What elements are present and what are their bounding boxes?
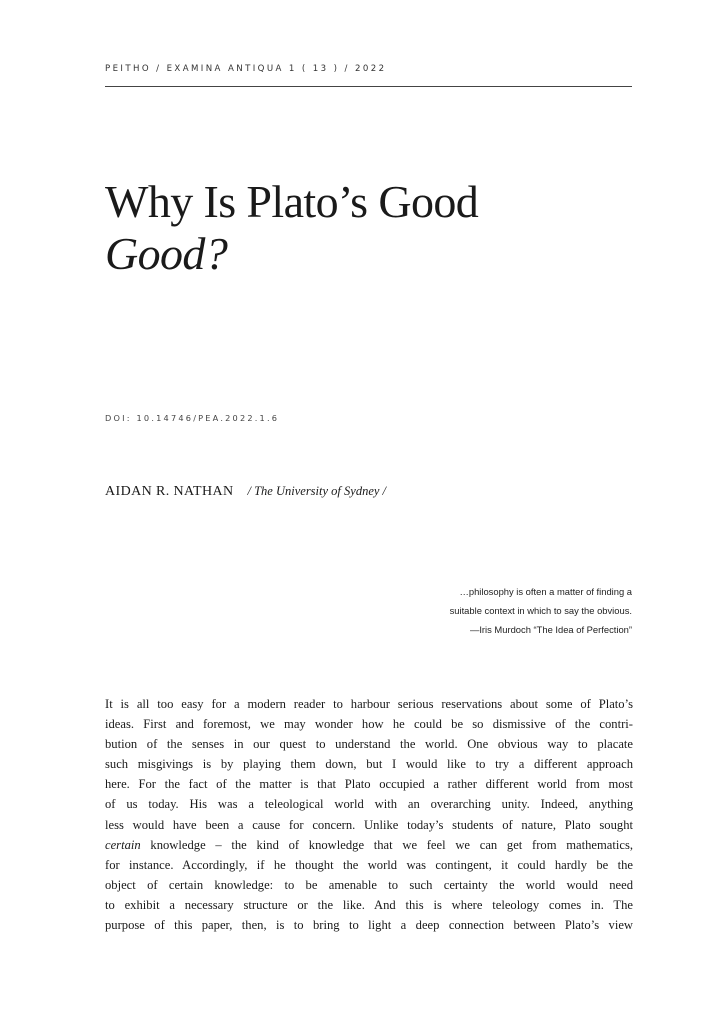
- body-line: purpose of this paper, then, is to bring to light a deep connection between Plato’s view: [105, 918, 633, 933]
- title-line-1: Why Is Plato’s Good: [105, 176, 479, 227]
- title-line-2: Good?: [105, 228, 228, 279]
- body-line: to exhibit a necessary structure or the like. And this is where teleology comes in. The: [105, 897, 633, 912]
- body-line: object of certain knowledge: to be amenable to such certainty the world would need: [105, 877, 633, 892]
- body-line: of us today. His was a teleological world with an overarching unity. Indeed, anything: [105, 797, 633, 812]
- header-rule: [105, 86, 632, 87]
- epigraph-attribution: —Iris Murdoch “The Idea of Perfection”: [469, 624, 632, 635]
- epigraph-line-1: …philosophy is often a matter of finding a: [459, 586, 632, 597]
- body-line: bution of the senses in our quest to understand the world. One obvious way to placate: [105, 737, 633, 752]
- body-line-rest: knowledge – the kind of knowledge that we feel we can get from mathematics,: [140, 837, 633, 852]
- body-line: It is all too easy for a modern reader to harbour serious reservations about some of Plato’s: [105, 697, 633, 711]
- author-line: [105, 484, 386, 500]
- article-title: [105, 176, 625, 280]
- doi[interactable]: DOI: 10.14746/PEA.2022.1.6: [105, 413, 280, 423]
- author-affiliation: / The University of Sydney /: [247, 484, 387, 498]
- epigraph: [450, 582, 632, 639]
- running-head: PEITHO / EXAMINA ANTIQUA 1 ( 13 ) / 2022: [105, 64, 387, 74]
- body-line: here. For the fact of the matter is that Plato occupied a rather different world from most: [105, 777, 633, 792]
- author-name: AIDAN R. NATHAN: [105, 484, 234, 499]
- emphasis-certain: certain: [105, 837, 141, 852]
- body-line: for instance. Accordingly, if he thought the world was contingent, it could hardly be the: [105, 857, 633, 872]
- epigraph-line-2: suitable context in which to say the obvious.: [449, 605, 632, 616]
- body-line: [105, 835, 633, 855]
- body-paragraph: [105, 694, 633, 935]
- body-line: such misgivings is by playing them down, but I would like to try a different approach: [105, 757, 633, 772]
- body-line: less would have been a cause for concern. Unlike today’s students of nature, Plato sought: [105, 817, 633, 832]
- body-line: ideas. First and foremost, we may wonder how he could be so dismissive of the contri-: [105, 717, 633, 732]
